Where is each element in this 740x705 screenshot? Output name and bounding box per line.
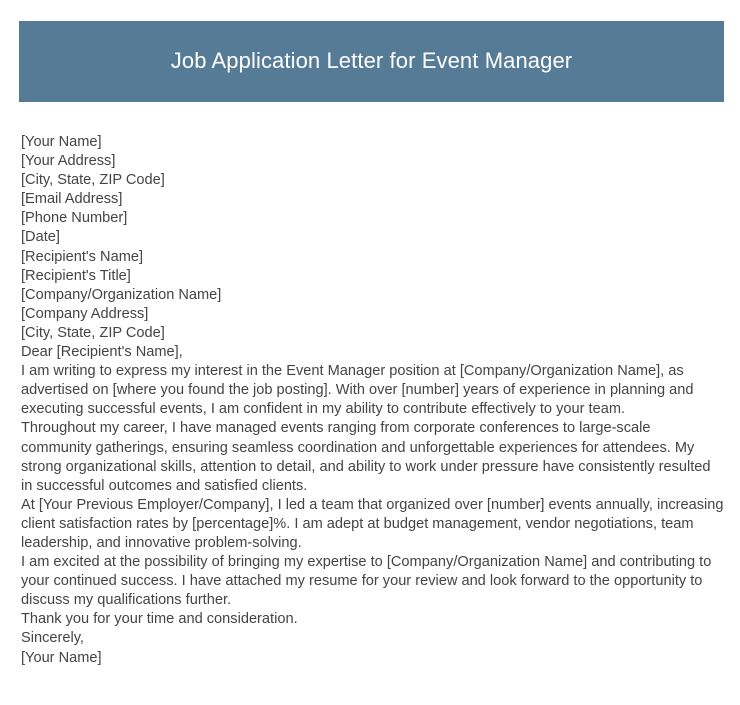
paragraph-experience: Throughout my career, I have managed events ranging from corporate conferences to large-scale community gatherings, ensuring seamless coordination and unforgettable experiences for attendees. My strong organizational skills, attention to detail, and ability to work under pressure have consistently resulted in successful outcomes and satisfied clients. — [21, 420, 711, 494]
recipient-company: [Company/Organization Name] — [21, 286, 222, 303]
recipient-title: [Recipient's Title] — [21, 267, 131, 284]
signature-name: [Your Name] — [21, 649, 102, 666]
sender-address: [Your Address] — [21, 153, 116, 170]
sender-email: [Email Address] — [21, 191, 123, 208]
page-title: Job Application Letter for Event Manager — [170, 48, 573, 74]
recipient-name: [Recipient's Name] — [21, 248, 144, 265]
recipient-address: [Company Address] — [21, 305, 149, 322]
sender-city-state-zip: [City, State, ZIP Code] — [21, 172, 165, 189]
paragraph-achievements: At [Your Previous Employer/Company], I led a team that organized over [number] events annually, increasing client satisfaction rates by [percentage]%. I am adept at budget management, vendor negotiations, team leadership, and innovative problem-solving. — [21, 496, 724, 551]
salutation: Dear [Recipient's Name], — [21, 344, 183, 361]
recipient-city-state-zip: [City, State, ZIP Code] — [21, 324, 165, 341]
sender-name: [Your Name] — [21, 134, 102, 150]
paragraph-intro: I am writing to express my interest in the Event Manager position at [Company/Organization Name], as advertised on [where you found the job posting]. With over [number] years of experience in planning and executing successful events, I am confident in my ability to contribute effectively to your team. — [21, 363, 694, 418]
letter-body — [21, 133, 724, 668]
letter-date: [Date] — [21, 229, 60, 246]
closing-salutation: Sincerely, — [21, 630, 84, 647]
document-title-banner — [19, 21, 724, 102]
paragraph-closing-interest: I am excited at the possibility of bringing my expertise to [Company/Organization Name] and contributing to your continued success. I have attached my resume for your review and look forward to the opportunity to discuss my qualifications further. — [21, 554, 712, 609]
sender-phone: [Phone Number] — [21, 210, 128, 227]
paragraph-thanks: Thank you for your time and consideration. — [21, 611, 298, 628]
